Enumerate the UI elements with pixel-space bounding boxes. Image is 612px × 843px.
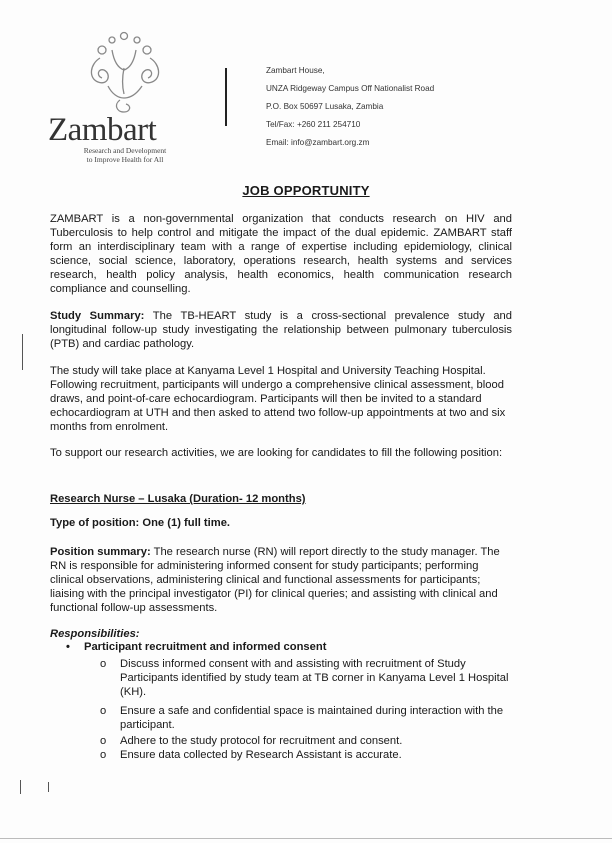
responsibilities-heading: Responsibilities: xyxy=(50,628,140,640)
org-name: Zambart xyxy=(48,112,157,148)
list-item xyxy=(100,704,520,732)
list-item xyxy=(100,657,520,699)
responsibility-group-title: Participant recruitment and informed consent xyxy=(84,641,327,653)
list-item xyxy=(100,734,520,748)
sub-bullet-icon: o xyxy=(100,735,107,747)
list-item-text: Adhere to the study protocol for recruitment and consent. xyxy=(120,735,403,747)
contact-block xyxy=(266,62,434,152)
contact-line: P.O. Box 50697 Lusaka, Zambia xyxy=(266,102,384,111)
intro-paragraph: ZAMBART is a non-governmental organization that conducts research on HIV and Tuberculosis to help control and mitigate the impact of the dual epidemic. ZAMBART staff form an interdisciplinary team with a range of expertise including epidemiology, clinical science, social science, laboratory, operations research, health systems and services research, health policy analysis, health economics, health communication research compliance and counselling. xyxy=(50,213,512,295)
list-item-text: Ensure a safe and confidential space is maintained during interaction with the participant. xyxy=(120,705,504,731)
list-item xyxy=(100,748,520,762)
contact-email: Email: info@zambart.org.zm xyxy=(266,138,370,147)
scan-mark xyxy=(48,782,49,792)
position-summary-text: The research nurse (RN) will report directly to the study manager. The RN is responsible for administering informed consent for study participants; performing clinical observations, administering clinical and functional assessments for participants; liaising with the principal investigator (PI) for clinical queries; and assisting with clinical and functional follow-up assessments. xyxy=(50,546,500,614)
list-item-text: Discuss informed consent with and assisting with recruitment of Study Participants identified by study team at TB corner in Kanyama Level 1 Hospital (KH). xyxy=(120,658,509,698)
contact-line: UNZA Ridgeway Campus Off Nationalist Road xyxy=(266,84,435,93)
position-summary-label: Position summary: xyxy=(50,546,151,558)
sub-bullet-icon: o xyxy=(100,658,107,670)
tagline-line: to Improve Health for All xyxy=(86,155,164,164)
contact-line: Tel/Fax: +260 211 254710 xyxy=(266,120,361,129)
scan-mark xyxy=(20,780,21,794)
sub-bullet-icon: o xyxy=(100,749,107,761)
bullet-icon: • xyxy=(66,641,70,653)
position-type: Type of position: One (1) full time. xyxy=(50,517,231,529)
position-title: Research Nurse – Lusaka (Duration- 12 months) xyxy=(50,493,306,505)
support-paragraph: To support our research activities, we are looking for candidates to fill the following position: xyxy=(50,447,503,459)
responsibility-group xyxy=(66,641,326,653)
header-divider xyxy=(225,68,227,126)
study-location-paragraph: The study will take place at Kanyama Level 1 Hospital and University Teaching Hospital. Following recruitment, participants will undergo a comprehensive clinical assessment, blood draws, and point-of-care echocardiogram. Participants will then be invited to a standard echocardiogram at UTH and then asked to attend two follow-up appointments at two and six months from enrolment. xyxy=(50,365,506,433)
contact-line: Zambart House, xyxy=(266,66,325,75)
study-summary-paragraph xyxy=(50,309,512,351)
study-summary-text: The TB-HEART study is a cross-sectional prevalence study and longitudinal follow-up study investigating the relationship between pulmonary tuberculosis (PTB) and cardiac pathology. xyxy=(50,310,513,350)
sub-bullet-icon: o xyxy=(100,705,107,717)
list-item-text: Ensure data collected by Research Assistant is accurate. xyxy=(120,749,402,761)
tagline-line: Research and Development xyxy=(83,146,167,155)
scan-edge-line xyxy=(0,838,612,839)
study-summary-label: Study Summary: xyxy=(50,310,145,322)
scan-mark xyxy=(22,334,23,370)
position-summary-paragraph xyxy=(50,545,512,615)
org-tagline xyxy=(50,146,200,164)
page-title: JOB OPPORTUNITY xyxy=(242,183,370,198)
